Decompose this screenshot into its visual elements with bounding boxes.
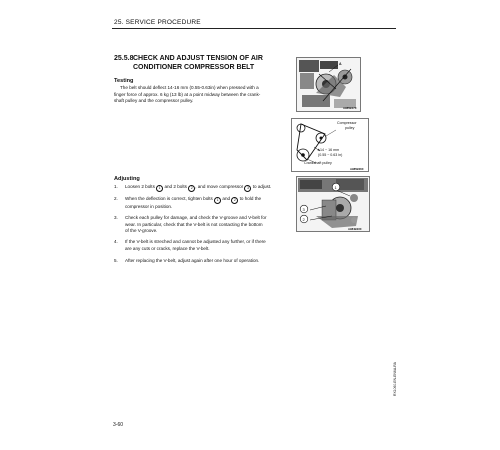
step-line: are any cuts or cracks, replace the V-belt. <box>125 245 210 251</box>
step-line: When the deflection is correct, tighten bolts 1 and 2 to hold the <box>125 196 262 202</box>
adjusting-heading: Adjusting <box>114 176 140 182</box>
step-line: compressor in position. <box>125 204 173 209</box>
figure-code: A985B060 <box>350 167 364 171</box>
testing-line: shaft pulley and the compressor pulley. <box>114 98 194 104</box>
callout-circle: 3 <box>244 185 251 192</box>
figure-belt-diagram <box>291 118 369 172</box>
step-number: 1. <box>114 184 118 189</box>
testing-paragraph <box>114 85 284 105</box>
section-title-line2: CONDITIONER COMPRESSOR BELT <box>133 64 255 71</box>
step-line: After replacing the V-belt, adjust again after one hour of operation. <box>125 258 260 263</box>
callout-circle: 2 <box>231 197 238 204</box>
crankshaft-pulley-label: Crankshaft pulley <box>304 161 332 165</box>
figure-compressor-photo <box>296 57 361 112</box>
step-number: 5. <box>114 258 118 263</box>
adjustment-photo-illustration <box>296 176 370 232</box>
document-code: RX1060-EN-EN6A-RA <box>393 362 397 396</box>
step-line: wear. In particular, check that the V-belt is not contacting the bottom <box>125 221 263 227</box>
pulley-label: pulley <box>345 126 355 130</box>
testing-line: finger force of approx. 6 kg (13 lb) at a point midway between the crank- <box>114 91 261 97</box>
deflection-inch-label: (0.55 ~ 0.63 in) <box>318 153 343 157</box>
figure-callout-2: 2 <box>302 216 305 222</box>
header-title: 25. SERVICE PROCEDURE <box>114 19 201 26</box>
header-rule <box>112 28 396 29</box>
deflection-label: 14 ~ 16 mm <box>320 148 340 152</box>
testing-heading: Testing <box>114 78 134 84</box>
step-number: 4. <box>114 239 118 244</box>
step-line: of the V-groove. <box>125 228 158 234</box>
callout-circle: 1 <box>214 197 221 204</box>
figure-code: A984B230 <box>348 227 362 231</box>
figure-callout-1: 1 <box>334 184 337 190</box>
figure-callout: A <box>339 62 342 66</box>
step-number: 3. <box>114 215 118 220</box>
figure-adjustment-photo <box>296 176 370 232</box>
page-number: 3-60 <box>113 422 124 428</box>
step-line: Check each pulley for damage, and check the V-groove and V-belt for <box>125 215 267 220</box>
callout-circle: 1 <box>156 185 163 192</box>
figure-callout-3: 3 <box>302 206 305 212</box>
callout-circle: 2 <box>188 185 195 192</box>
section-title-line1: CHECK AND ADJUST TENSION OF AIR <box>133 55 263 62</box>
compressor-label: Compressor <box>337 121 357 125</box>
step-line: Loosen 2 bolts 1 and 2 bolts 2 , and move compressor 3 to adjust. <box>125 184 272 190</box>
section-number: 25.5.8 <box>114 55 134 62</box>
testing-line: The belt should deflect 14-16 mm (0.55-0.63in) when pressed with a <box>120 85 259 90</box>
step-number: 2. <box>114 196 118 201</box>
step-line: If the V-belt is streched and cannot be adjusted any further, or if there <box>125 239 266 244</box>
compressor-photo-illustration <box>296 57 361 112</box>
figure-code: A985B170 <box>343 106 357 110</box>
